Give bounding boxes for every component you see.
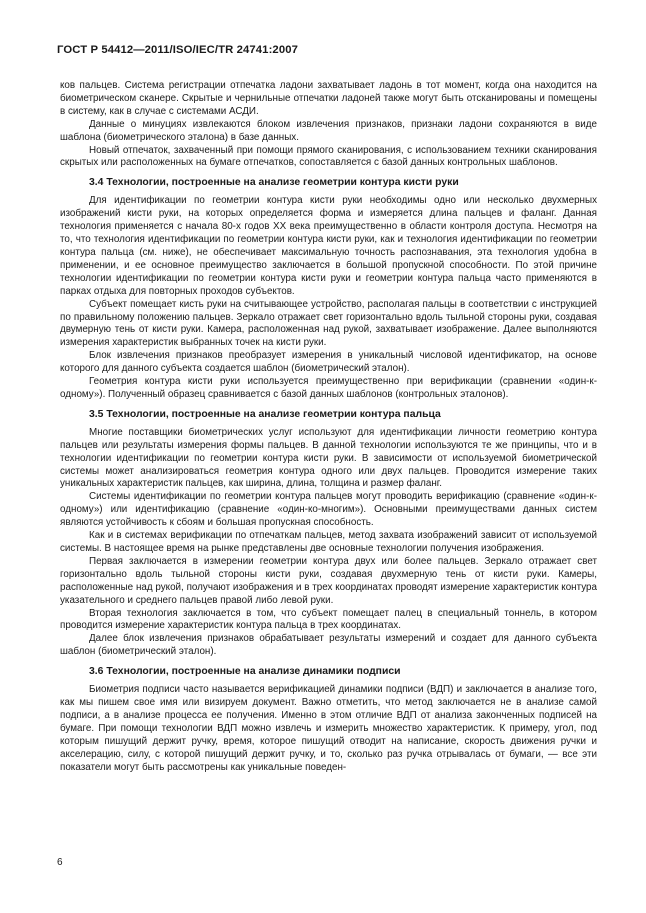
section-heading: 3.4 Технологии, построенные на анализе геометрии контура кисти руки <box>89 177 459 189</box>
body-paragraph: Субъект помещает кисть руки на считывающее устройство, располагая пальцы в соответствии с инструкцией по правильному положению пальцев. Зеркало отражает свет горизонтально вдоль тыльной стороны руки, создавая двумерную тень от кисти руки. Камера, расположенная над рукой, захватывает изображение. Далее выполняются измерения характеристик выбранных точек на кисти руки. <box>60 298 597 349</box>
body-paragraph: Далее блок извлечения признаков обрабатывает результаты измерений и создает для данного субъекта шаблон (биометрический эталон). <box>60 633 597 658</box>
document-body <box>60 80 597 775</box>
body-paragraph: ков пальцев. Система регистрации отпечатка ладони захватывает ладонь в тот момент, когда она находится на биометрическом сканере. Скрытые и чернильные отпечатки ладоней также могут быть отсканированы и помещены в систему, как в случае с системами АСДИ. <box>60 80 597 117</box>
body-paragraph: Блок извлечения признаков преобразует измерения в уникальный числовой идентификатор, на основе которого для данного субъекта создается шаблон (биометрический эталон). <box>60 350 597 375</box>
section-heading: 3.5 Технологии, построенные на анализе геометрии контура пальца <box>89 408 441 420</box>
body-paragraph: Данные о минуциях извлекаются блоком извлечения признаков, признаки ладони сохраняются в виде шаблона (биометрического эталона) в базе данных. <box>60 118 597 143</box>
standard-header: ГОСТ Р 54412—2011/ISO/IEC/TR 24741:2007 <box>57 44 298 56</box>
body-paragraph: Как и в системах верификации по отпечаткам пальцев, метод захвата изображений зависит от используемой системы. В настоящее время на рынке представлены две основные технологии получения изображения. <box>60 530 597 554</box>
body-paragraph: Геометрия контура кисти руки используется преимущественно при верификации (сравнении «один-к-одному»). Полученный образец сравнивается с базой данных шаблонов (контрольных эталонов). <box>60 376 597 400</box>
body-paragraph: Для идентификации по геометрии контура кисти руки необходимы одно или несколько двухмерных изображений кисти руки, на которых определяется форма и измеряется длина пальцев и фаланг. Данная технология применяется с начала 80-х годов XX века преимущественно в области контроля доступа. Несмотря на то, что технология идентификации по геометрии контура кисти руки, как и технология идентификации по геометрии контура пальца (см. ниже), не обеспечивает максимальную точность распознавания, эта технология удобна в применении, и ее основное преимущество заключается в большой пропускной способности. По этой причине технологии идентификации по геометрии контура кисти руки и геометрии контура пальца часто применяются в парках отдыха для повторных проходов субъектов. <box>60 195 597 297</box>
section-heading: 3.6 Технологии, построенные на анализе динамики подписи <box>89 666 401 678</box>
body-paragraph: Вторая технология заключается в том, что субъект помещает палец в специальный тоннель, в котором проводится измерение характеристик контура пальца в трех координатах. <box>60 607 597 632</box>
body-paragraph: Биометрия подписи часто называется верификацией динамики подписи (ВДП) и заключается в анализе того, как мы пишем свое имя или визируем документ. Важно отметить, что метод заключается не в анализе самой подписи, а в анализе процесса ее получения. Именно в этом отличие ВДП от анализа законченных подписей на бумаге. При помощи технологии ВДП можно извлечь и измерить множество характеристик. К примеру, угол, под которым пишущий держит ручку, время, которое пишущий отводит на написание, скорость движения ручки и акселерацию, силу, с которой пишущий держит ручку, и то, сколько раз ручка отрывалась от бумаги, — все эти показатели могут быть рассмотрены как уникальные поведен- <box>60 684 597 773</box>
body-paragraph: Первая заключается в измерении геометрии контура двух или более пальцев. Зеркало отражает свет горизонтально вдоль тыльной стороны кисти руки, создавая двухмерную тень от кисти руки. Камеры, расположенные над рукой, получают изображения и в трех координатах проводят измерение характеристик контура указательного и среднего пальцев правой либо левой руки. <box>60 555 597 606</box>
body-paragraph: Многие поставщики биометрических услуг используют для идентификации личности геометрию контура пальцев или результаты измерения формы пальцев. В данной технологии используются те же принципы, что и в технологии идентификации по геометрии контура кисти руки. В зависимости от используемой биометрической системы может анализироваться геометрия контура одного или двух пальцев. Проводится измерение таких уникальных характеристик пальцев, как ширина, длина, толщина и размер фаланг. <box>60 426 597 490</box>
body-paragraph: Новый отпечаток, захваченный при помощи прямого сканирования, с использованием техники сканирования скрытых или расположенных на бумаге отпечатков, сопоставляется с базой данных контрольных шаблонов. <box>60 144 597 169</box>
page-number: 6 <box>57 857 63 868</box>
body-paragraph: Системы идентификации по геометрии контура пальцев могут проводить верификацию (сравнение «один-к-одному») или идентификацию (сравнение «один-ко-многим»). Основными преимуществами данных систем являются устойчивость к сбоям и большая пропускная способность. <box>60 491 597 529</box>
